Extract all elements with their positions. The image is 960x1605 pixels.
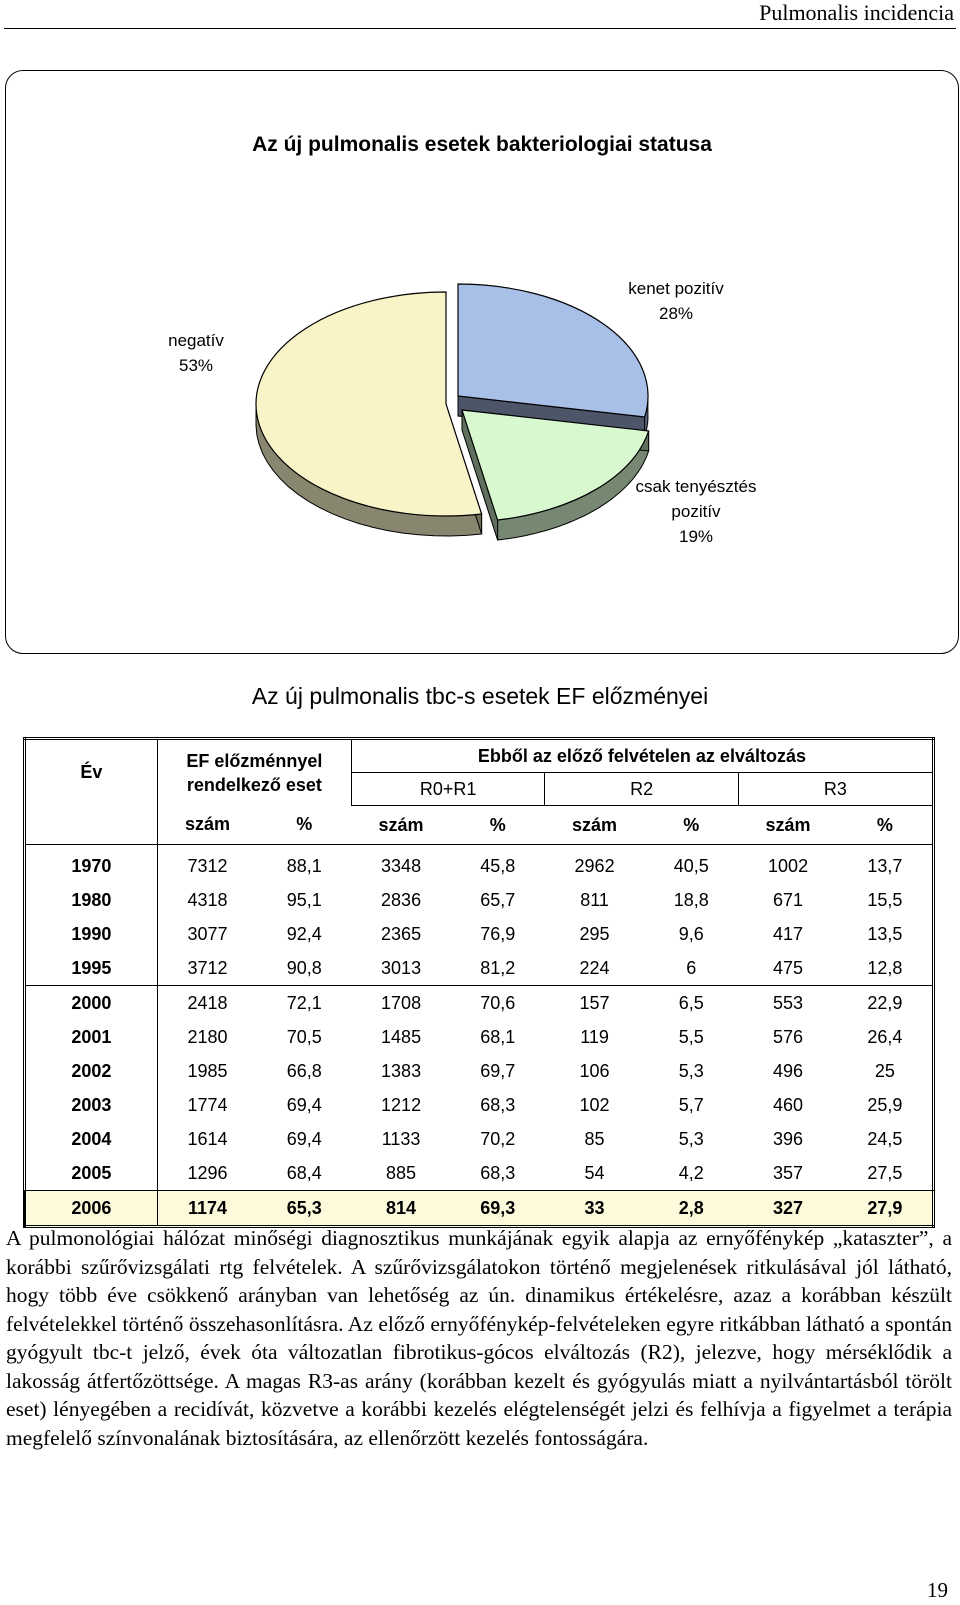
table-cell-year: 1980	[25, 883, 158, 917]
table-cell: 475	[738, 951, 837, 986]
table-row	[25, 1020, 934, 1054]
table-cell: 811	[580, 889, 609, 910]
label-negativ-line1: negatív	[168, 331, 224, 350]
table-cell-year: 1990	[25, 917, 158, 951]
table-cell: 1614	[187, 1128, 228, 1149]
table-cell: 357	[738, 1156, 837, 1191]
table-cell-year: 2004	[25, 1122, 158, 1156]
table-row	[25, 883, 934, 917]
table-row	[25, 917, 934, 951]
table-cell: 22,9	[867, 992, 903, 1013]
table-cell: 1383	[381, 1060, 422, 1081]
label-csak-line1: csak tenyésztés	[635, 477, 757, 496]
label-csak-value: 19%	[678, 527, 714, 546]
table-cell: 40,5	[673, 855, 709, 876]
table-cell: 69,4	[286, 1094, 322, 1115]
label-kenet-pozitiv	[601, 276, 751, 326]
col-header-ef-line2: rendelkező eset	[186, 774, 322, 795]
table-cell: 157	[579, 992, 610, 1013]
table-cell: 5,7	[678, 1094, 704, 1115]
unit-header: szám	[545, 806, 644, 845]
table-cell: 33	[545, 1191, 644, 1227]
table-row	[25, 845, 934, 884]
unit-header: szám	[738, 806, 837, 845]
table-cell: 90,8	[257, 951, 351, 986]
table-cell: 9,6	[678, 923, 704, 944]
chart-frame	[5, 70, 959, 654]
table-cell: 553	[773, 992, 804, 1013]
table-cell: 1174	[157, 1191, 257, 1227]
table-row	[25, 951, 934, 986]
table-cell-year: 2003	[25, 1088, 158, 1122]
table-cell: 3712	[157, 951, 257, 986]
table-cell: 12,8	[838, 951, 934, 986]
header-rule	[4, 28, 956, 29]
label-kenet-line1: kenet pozitív	[628, 279, 724, 298]
table-row	[25, 1122, 934, 1156]
table-cell: 15,5	[867, 889, 903, 910]
table-cell: 45,8	[480, 855, 516, 876]
table-title: Az új pulmonalis tbc-s esetek EF előzményei	[251, 683, 709, 709]
table-cell: 24,5	[867, 1128, 903, 1149]
label-negativ	[146, 328, 246, 378]
table-cell: 69,4	[286, 1128, 322, 1149]
body-paragraph: A pulmonológiai hálózat minőségi diagnosztikus munkájának egyik alapja az ernyőfénykép „kataszter”, a korábbi szűrővizsgálati rtg felvételek. A szűrővizsgálatokon történő megjelenések ritkulásával jól látható, hogy több éve csökkenő arányban van lehetőség az ún. dinamikus értékelésre, azaz a korábban készült felvételekkel történő összehasonlításra. Az előző ernyőfénykép-felvételeken egyre ritkábban látható a spontán gyógyult tbc-t jelző, évek óta változatlan fibrotikus-gócos elváltozás (R2), jelezve, hogy mérséklődik a lakosság átfertőzöttsége. A magas R3-as arány (korábban kezelt és gyógyulás miatt a nyilvántartásból törölt eset) lényegében a recidívát, közvetve a korábbi kezelés elégtelenségét jelzi és felhívja a figyelmet a terápia megfelelő színvonalának biztosítására, az ellenőrzött kezelés fontosságára.	[6, 1226, 952, 1450]
table-cell: 18,8	[673, 889, 709, 910]
table-cell-year: 1970	[25, 845, 158, 884]
table-cell: 327	[738, 1191, 837, 1227]
table-cell: 27,5	[838, 1156, 934, 1191]
table-cell: 3348	[381, 855, 422, 876]
table-cell: 70,5	[286, 1026, 322, 1047]
table-cell: 70,2	[480, 1128, 516, 1149]
col-header-r3: R3	[738, 773, 933, 806]
col-header-r0r1: R0+R1	[351, 773, 545, 806]
table-cell: 68,3	[480, 1094, 516, 1115]
table-cell: 13,5	[867, 923, 903, 944]
col-header-r2: R2	[545, 773, 739, 806]
table-cell: 3013	[351, 951, 450, 986]
table-cell: 6	[644, 951, 738, 986]
table-cell: 4318	[187, 889, 228, 910]
col-header-ev-blank	[25, 806, 158, 845]
running-header: Pulmonalis incidencia	[759, 0, 954, 25]
table-cell: 95,1	[286, 889, 322, 910]
table-cell: 25,9	[867, 1094, 903, 1115]
col-header-ev: Év	[25, 739, 158, 806]
table-cell: 69,3	[451, 1191, 545, 1227]
table-cell: 295	[579, 923, 610, 944]
table-cell: 1212	[381, 1094, 422, 1115]
table-cell: 814	[351, 1191, 450, 1227]
label-negativ-value: 53%	[178, 356, 214, 375]
label-csak-tenyesztes	[611, 474, 781, 549]
table-cell: 85	[584, 1128, 605, 1149]
table-cell: 81,2	[451, 951, 545, 986]
table-cell: 460	[773, 1094, 804, 1115]
table-row	[25, 986, 934, 1021]
table-row	[25, 1191, 934, 1227]
label-csak-line2: pozitív	[671, 502, 721, 521]
table-cell: 2836	[381, 889, 422, 910]
table-cell: 13,7	[867, 855, 903, 876]
table-cell: 70,6	[480, 992, 516, 1013]
table-cell-year: 2006	[25, 1191, 158, 1227]
table-cell: 2,8	[644, 1191, 738, 1227]
page-number: 19	[927, 1578, 948, 1602]
table-cell: 2418	[187, 992, 228, 1013]
table-cell: 26,4	[867, 1026, 903, 1047]
unit-header: %	[451, 806, 545, 845]
table-cell: 224	[545, 951, 644, 986]
table-cell: 65,3	[257, 1191, 351, 1227]
table-cell: 66,8	[286, 1060, 322, 1081]
table-cell: 2962	[574, 855, 615, 876]
table-cell: 496	[773, 1060, 804, 1081]
table-cell: 671	[773, 889, 804, 910]
table-cell: 396	[773, 1128, 804, 1149]
table-cell: 5,5	[678, 1026, 704, 1047]
table-cell: 417	[773, 923, 804, 944]
table-row	[25, 1054, 934, 1088]
table-cell: 576	[773, 1026, 804, 1047]
table-cell: 25	[874, 1060, 895, 1081]
table-cell: 1708	[381, 992, 422, 1013]
table-cell: 2180	[187, 1026, 228, 1047]
table-cell: 106	[579, 1060, 610, 1081]
table-cell: 27,9	[838, 1191, 934, 1227]
table-cell: 6,5	[678, 992, 704, 1013]
table-cell: 68,3	[451, 1156, 545, 1191]
table-cell: 76,9	[480, 923, 516, 944]
table-row	[25, 1156, 934, 1191]
unit-header: %	[644, 806, 738, 845]
table-cell: 68,1	[480, 1026, 516, 1047]
label-kenet-value: 28%	[658, 304, 694, 323]
chart-title: Az új pulmonalis esetek bakteriologiai statusa	[252, 133, 712, 156]
table-cell-year: 2001	[25, 1020, 158, 1054]
table-cell: 92,4	[286, 923, 322, 944]
table-cell: 5,3	[678, 1060, 704, 1081]
col-header-ef-line1: EF előzménnyel	[186, 750, 323, 771]
unit-header: %	[257, 806, 351, 845]
unit-header: szám	[351, 806, 450, 845]
table-cell: 54	[545, 1156, 644, 1191]
data-table	[23, 737, 935, 1228]
table-cell-year: 1995	[25, 951, 158, 986]
table-cell: 1485	[381, 1026, 422, 1047]
table-cell: 5,3	[678, 1128, 704, 1149]
table-cell: 1002	[768, 855, 809, 876]
table-cell: 119	[580, 1026, 609, 1047]
unit-header: %	[838, 806, 934, 845]
table-cell: 72,1	[286, 992, 322, 1013]
table-cell: 1296	[157, 1156, 257, 1191]
table-cell: 68,4	[257, 1156, 351, 1191]
table-cell: 1774	[187, 1094, 228, 1115]
unit-header: szám	[157, 806, 257, 845]
table-cell: 4,2	[644, 1156, 738, 1191]
table-cell-year: 2005	[25, 1156, 158, 1191]
table-cell: 102	[579, 1094, 610, 1115]
table-cell: 7312	[187, 855, 228, 876]
table-cell: 1133	[381, 1128, 421, 1149]
table-cell: 65,7	[480, 889, 516, 910]
table-cell-year: 2000	[25, 986, 158, 1021]
col-header-group: Ebből az előző felvételen az elváltozás	[351, 739, 933, 773]
table-cell: 3077	[187, 923, 228, 944]
table-cell: 88,1	[286, 855, 322, 876]
table-cell-year: 2002	[25, 1054, 158, 1088]
table-cell: 2365	[381, 923, 422, 944]
table-row	[25, 1088, 934, 1122]
table-cell: 69,7	[480, 1060, 516, 1081]
table-cell: 1985	[187, 1060, 228, 1081]
table-cell: 885	[351, 1156, 450, 1191]
col-header-ef	[157, 739, 351, 806]
